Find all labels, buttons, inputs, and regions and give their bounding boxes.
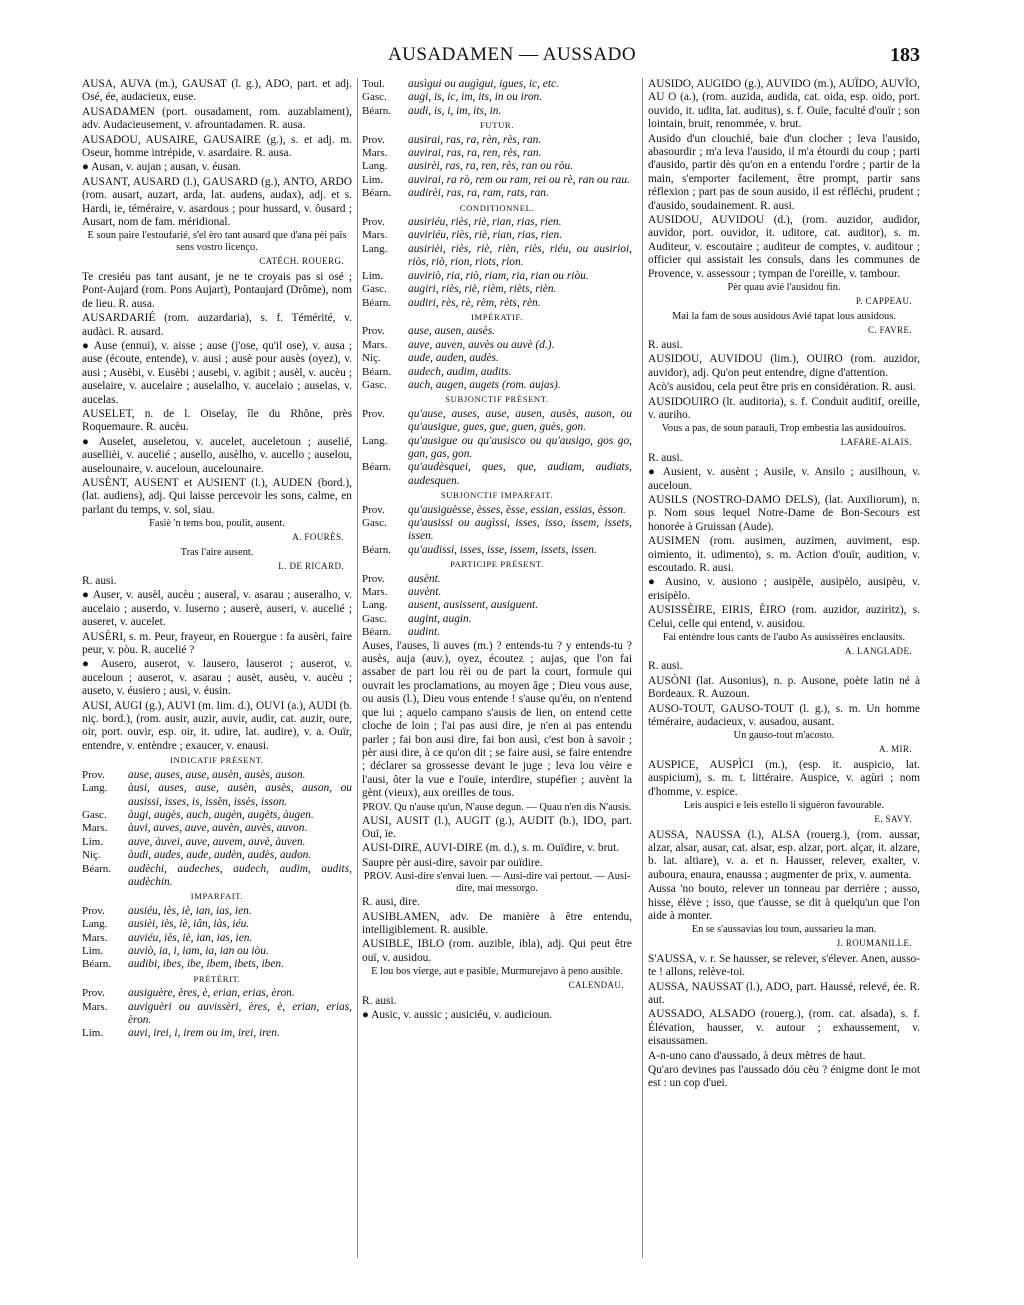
verb-forms: àuvi, auves, auve, auvèn, auvès, auvon. <box>128 822 308 835</box>
verb-forms: ausent, ausissent, ausiguent. <box>408 599 539 612</box>
entry-text: AUSIMEN (rom. ausimen, auzimen, auviment, esp. oimiento, it. udimento), s. m. Action d'ouïr, audition, v. escoutado. R. ausi. <box>648 535 920 574</box>
conjugation-row <box>362 229 632 242</box>
verb-forms: ausiéu, iès, iè, ian, ias, ien. <box>128 904 252 917</box>
quotation: PROV. Qu n'ause qu'un, N'ause degun. — Quau n'en dis N'ausis. <box>362 801 632 813</box>
dialect-label: Béarn. <box>362 626 392 639</box>
quotation: Vous a pas, de soun parauli, Trop embestia las ausidouiros. <box>661 423 907 435</box>
entry-text: ● Ausic, v. aussic ; ausiciéu, v. audicioun. <box>362 1009 553 1021</box>
entry-text: Ausido d'un clouchié, baie d'un clocher ; leva l'ausido, abasourdir ; m'a leva l'ausido, il m'a étourdi du coup ; parti d'ausido, partir dès qu'on en a entendu l'ordre ; partir de la main, s'emporter facilement, être prompt, partir sans réflexion ; part pas de soun ausido, il est réfléchi, prudent ; d'ausido, soudainement. R. ausi. <box>648 132 920 212</box>
quotation: Mai la fam de sous ausidous Avié tapat lous ausidous. <box>672 310 896 322</box>
dialect-label: Béarn. <box>362 104 392 117</box>
entry-text: Qu'aro devines pas l'aussado dóu cèu ? énigme dont le mot est : un cop d'uei. <box>648 1064 920 1090</box>
verb-forms: ause, auses, ause, ausèn, ausès, auson. <box>128 768 306 781</box>
conjugation-row <box>82 905 352 918</box>
dialect-label: Lim. <box>362 269 384 282</box>
conjugation-row <box>82 809 352 822</box>
column-left <box>82 78 352 1041</box>
conjugation-row <box>82 1001 352 1028</box>
conjugation-row <box>362 283 632 296</box>
verb-forms: qu'ausissi ou augìssi, isses, isso, issem, issets, issen. <box>408 517 632 543</box>
verb-forms: augint, augin. <box>408 612 472 625</box>
conjugation-row <box>362 187 632 200</box>
entry-text: R. ausi. <box>362 994 397 1007</box>
entry-text: AUSADOU, AUSAIRE, GAUSAIRE (g.), s. et adj. m. Oseur, homme intrépide, v. asardaire. R. ausa. <box>82 133 352 160</box>
conjugation-row <box>362 147 632 160</box>
dialect-label: Béarn. <box>82 958 112 971</box>
dialect-label: Lim. <box>362 173 384 186</box>
tense-heading: FUTUR. <box>480 120 514 131</box>
entry-text: AUSIDOUIRO (lt. auditoria), s. f. Conduit auditif, oreille, v. auriho. <box>648 395 920 421</box>
verb-forms: àugi, augès, auch, augèn, augèts, àugen. <box>128 808 314 821</box>
dialect-label: Prov. <box>82 904 105 917</box>
citation-source: J. ROUMANILLE. <box>836 938 912 949</box>
column-right <box>648 78 920 1092</box>
dialect-label: Mars. <box>362 338 388 351</box>
dialect-label: Niç. <box>362 352 381 365</box>
conjugation-row <box>362 297 632 310</box>
running-head: AUSADAMEN — AUSSADO <box>387 44 637 65</box>
conjugation-row <box>362 517 632 544</box>
quotation: Fai entèndre lous cants de l'aubo As ausissèires enclausits. <box>662 632 906 644</box>
entry-text: AUSIDOU, AUVIDOU (d.), (rom. auzidor, audidor, auvidor, port. ouvidor, it. uditore, cat. auditor), s. m. Auditeur, v. escoutaire ; auditeur de comptes, v. auditour ; officier qui assistait les consuls, dans les communes de Provence, v. assessour ; tympan de l'oreille, v. tambour. <box>648 214 920 280</box>
conjugation-row <box>362 504 632 517</box>
dialect-label: Lang. <box>362 599 388 612</box>
conjugation-row <box>82 918 352 931</box>
citation-source: P. CAPPEAU. <box>855 296 912 307</box>
conjugation-row <box>362 91 632 104</box>
dialect-label: Béarn. <box>362 365 392 378</box>
citation-source: C. FAVRE. <box>867 324 912 335</box>
entry-text: ● Ause (ennui), v. aisse ; ause (j'ose, qu'il ose), v. ausa ; ause (écoute, entende), v. ausi ; ausè pour ausès (oyez), v. ausi ; Ausèbi, v. Eusèbi ; ausebi, v. agibit ; ausèl, v. aucèu ; auselaire, v. aucelaire ; auselalho, v. aucelaio ; auselas, v. aucelas. <box>82 339 352 406</box>
entry-text: AUSIBLAMEN, adv. De manière à être entendu, intelligiblement. R. ausible. <box>362 910 632 936</box>
verb-forms: qu'audèsquei, ques, que, audiam, audiats, audesquen. <box>408 461 632 487</box>
dialect-label: Mars. <box>362 586 388 599</box>
tense-heading: IMPARFAIT. <box>190 891 244 902</box>
tense-heading: PRÉTÉRIT. <box>193 973 241 984</box>
conjugation-row <box>362 243 632 270</box>
conjugation-row <box>82 849 352 862</box>
entry-text: AUSÈRI, s. m. Peur, frayeur, en Rouergue : fa ausèri, faire peur, v. pòu. R. aucelié ? <box>82 630 352 657</box>
conjugation-row <box>82 932 352 945</box>
citation-source: E. SAVY. <box>874 814 912 825</box>
entry-text: AUSANT, AUSARD (l.), GAUSARD (g.), ANTO, ARDO (rom. ausart, auzart, arda, lat. audens, audax), adj. et s. Hardi, ie, téméraire, v. asardous ; pour hussard, v. ôusard ; Ausart, nom de fam. méridional. <box>82 175 352 229</box>
entry-text: ● Ausino, v. ausiono ; ausipèle, ausipèlo, ausipèu, v. erisipèlo. <box>648 576 920 602</box>
conjugation-row <box>362 613 632 626</box>
dialect-label: Prov. <box>82 987 105 1000</box>
dialect-label: Gasc. <box>362 283 387 296</box>
verb-forms: auviò, ia, i, iam, ia, ian ou iòu. <box>128 944 269 957</box>
entry-text: S'AUSSA, v. r. Se hausser, se relever, s'élever. Anen, ausso-te ! allons, relève-toi. <box>648 952 920 979</box>
dialect-label: Mars. <box>362 147 388 160</box>
entry-text: R. ausi, dire. <box>362 896 420 909</box>
conjugation-row <box>362 379 632 392</box>
citation-source: A. MIR. <box>878 744 912 755</box>
entry-text: ● Ausero, auserot, v. lausero, lauserot ; auserot, v. auceloun ; auserot, v. asarau ; ausèt, ausèu, v. aucèu ; auseto, v. éusiero ; ausi, v. éusin. <box>82 658 352 698</box>
verb-forms: audech, audim, audits. <box>408 365 512 378</box>
dialect-label: Lim. <box>82 835 104 848</box>
citation-source: CALENDAU. <box>568 980 624 991</box>
entry-text: ● Ausan, v. aujan ; ausan, v. éusan. <box>82 161 242 174</box>
verb-forms: auvirai, ras, ra, ren, rès, ran. <box>408 147 542 160</box>
verb-forms: ausirai, ras, ra, rèn, rès, ran. <box>408 133 542 146</box>
verb-forms: qu'ause, auses, ause, ausen, ausès, auson, ou qu'ausigue, gues, gue, guen, guès, gon. <box>408 407 632 434</box>
conjugation-row <box>362 160 632 173</box>
quotation: Fasiè 'n tems bou, poulit, ausent. <box>149 518 285 530</box>
dialect-label: Lim. <box>82 1027 104 1040</box>
entry-text: AUSIBLE, IBLO (rom. auzible, ibla), adj. Qui peut être ouï, v. ausidou. <box>362 938 632 964</box>
verb-forms: auviéu, iès, iè, ian, ias, ien. <box>128 931 253 944</box>
conjugation-row <box>82 987 352 1000</box>
entry-text: R. ausi. <box>648 338 683 351</box>
conjugation-row <box>82 836 352 849</box>
quotation: Tras l'aire ausent. <box>180 546 254 558</box>
verb-forms: auviguèri ou auvissèri, ères, è, erian, erias, èron. <box>128 1000 352 1026</box>
verb-forms: audèchi, audeches, audech, audim, audits, audèchin. <box>128 862 352 888</box>
conjugation-row <box>362 325 632 338</box>
entry-text: AUSIDOU, AUVIDOU (lim.), OUIRO (rom. auzidor, auvidor), adj. Qu'on peut entendre, digne d'attention. <box>648 353 920 379</box>
entry-text: ● Auselet, auseletou, v. aucelet, auceletoun ; auselié, ausellièi, v. aucelié ; ausello, ausèlho, v. aucello ; auselou, auselounaire, v. auceloun, aucelounaire. <box>82 435 352 475</box>
page-number: 183 <box>890 44 920 66</box>
citation-source: A. LANGLADE. <box>844 646 912 657</box>
entry-text: AUSO-TOUT, GAUSO-TOUT (l. g.), s. m. Un homme téméraire, audacieux, v. ausadou, ausant. <box>648 702 920 729</box>
verb-forms: àudi, audes, aude, audèn, audès, audon. <box>128 849 312 862</box>
entry-text: AUSSADO, ALSADO (rouerg.), (rom. cat. alsada), s. f. Élévation, hausser, v. autour ; exhaussement, v. eisaussamen. <box>648 1008 920 1048</box>
entry-text: A-n-uno cano d'aussado, à deux mètres de haut. <box>648 1049 866 1062</box>
citation-source: A. FOURÈS. <box>292 532 344 543</box>
verb-forms: ausièi, iès, iè, iân, iàs, iéu. <box>128 918 250 931</box>
conjugation-row <box>362 366 632 379</box>
conjugation-row <box>362 105 632 118</box>
entry-text: R. ausi. <box>648 451 683 464</box>
entry-text: R. ausi. <box>648 660 683 673</box>
dialect-label: Gasc. <box>362 91 387 104</box>
verb-forms: auve, àuvei, auve, auvem, auvè, àuven. <box>128 835 306 848</box>
entry-text: AUSSA, NAUSSAT (l.), ADO, part. Haussé, relevé, ée. R. aut. <box>648 980 920 1006</box>
column-middle <box>362 78 632 1023</box>
conjugation-row <box>82 822 352 835</box>
quotation: PROV. Ausi-dire s'envai luen. — Ausi-dire vai pertout. — Ausi-dire, mai messorgo. <box>363 871 631 895</box>
entry-text: AUSPICE, AUSPÌCI (m.), (esp. it. auspicio, lat. auspicium), s. m. t. littéraire. Auspice, v. agùri ; nom d'homme, v. espice. <box>648 758 920 798</box>
dialect-label: Lang. <box>362 242 388 255</box>
dialect-label: Mars. <box>82 822 108 835</box>
verb-forms: qu'ausiguèsse, èsses, èsse, essian, essias, èsson. <box>408 503 626 516</box>
tense-heading: IMPÉRATIF. <box>471 311 523 322</box>
entry-text: AUSSA, NAUSSA (l.), ALSA (rouerg.), (rom. aussar, alzar, alsar, ausar, cat. alsar, esp. alzar, port. alçar, it. alzare, b. lat. altiare), v. a. et n. Hausser, relever, exalter, v. auboura, enaura, enaussa ; augmenter de prix, v. aumenta. <box>648 828 920 881</box>
entry-text: ● Auser, v. ausèl, aucèu ; auseral, v. asarau ; auseralho, v. aucelaio ; auserdo, v. luserno ; auserè, auseri, v. aucelié ; auseret, v. aucelet. <box>82 589 352 629</box>
conjugation-row <box>362 544 632 557</box>
quotation: Pèr quau avié l'ausidou fin. <box>727 282 841 294</box>
verb-forms: ausirèi, ras, ra, ren, rès, ran ou ròu. <box>408 160 574 173</box>
tense-heading: CONDITIONNEL. <box>459 202 535 213</box>
entry-text: AUSISSÈIRE, EIRIS, ÈIRO (rom. auzidor, auziritz), s. Celui, celle qui entend, v. ausidou. <box>648 604 920 630</box>
conjugation-row <box>82 1027 352 1040</box>
entry-text: AUSELET, n. de l. Oiselay, île du Rhône, près Roquemaure. R. aucèu. <box>82 407 352 434</box>
conjugation-row <box>362 461 632 488</box>
dialect-label: Prov. <box>82 768 105 781</box>
dialect-label: Niç. <box>82 849 101 862</box>
citation-source: CATÉCH. ROUERG. <box>259 256 344 267</box>
tense-heading: INDICATIF PRÉSENT. <box>170 755 264 766</box>
conjugation-row <box>82 863 352 890</box>
dialect-label: Béarn. <box>362 543 392 556</box>
entry-text: AUSIDO, AUGIDO (g.), AUVIDO (m.), AUÏDO, AUVÏO, AU O (a.), (rom. auzida, audida, cat. oida, esp. oido, port. ouvido, it. udita, lat. auditus), s. f. Ouïe, faculté d'ouïr ; son lointain, bruit, renommée, v. brut. <box>648 78 920 131</box>
citation-source: L. DE RICARD. <box>278 560 344 571</box>
entry-text: AUSA, AUVA (m.), GAUSAT (l. g.), ADO, part. et adj. Osé, ée, audacieux, euse. <box>82 78 352 104</box>
dialect-label: Gasc. <box>82 808 107 821</box>
entry-text: Auses, l'auses, li auves (m.) ? entends-tu ? y entends-tu ? ausès, auja (auv.), oyez, écoutez ; aujas, que l'on fai assaber de part lou rèi ou de part la court, formule qui ouvrait les proclamations, au moyen âge ; Dieu vous ause, ou ausis (l.), Dieu vous entende ! s'ause qu'éu, on n'entend que lui ; aquelo campano s'ausis de lien, on entend cette cloche de loin ; l'ai pas ausi dire, je n'en ai pas entendu parler ; fai bon ausi dire, fai bon ausì, c'est bon à savoir ; pèr ausi dire, à ce qu'on dit ; se faire ausi, se faire entendre ; déclarer sa grossesse devant le juge ; leva lou vèire e l'ausi, ôter la vue e l'ouïe, interdire, stupéfier ; auvènt la gènt (vieux), aux oreilles de tous. <box>362 639 632 800</box>
verb-forms: ausirièi, riès, riè, rièn, riès, riéu, ou ausirioi, riòs, riò, rion, riots, rion. <box>408 242 632 269</box>
verb-forms: audi, is, i, im, its, in. <box>408 104 502 117</box>
entry-text: AUSI, AUSIT (l.), AUGIT (g.), AUDIT (b.), IDO, part. Ouï, ïe. <box>362 814 632 840</box>
dialect-label: Lim. <box>82 944 104 957</box>
dialect-label: Gasc. <box>362 612 387 625</box>
column-divider <box>642 78 643 1258</box>
verb-forms: àusi, auses, ause, ausèn, ausès, auson, ou ausissi, isses, is, issèn, issès, isson. <box>128 782 352 808</box>
verb-forms: audirèi, ras, ra, ram, rats, ran. <box>408 187 549 200</box>
conjugation-row <box>362 174 632 187</box>
quotation: Un gauso-tout m'acosto. <box>733 730 835 742</box>
entry-text: Aussa 'no bouto, relever un tonneau par derrière ; ausso, hisse, élève ; isso, que t'ausse, se dit à quelqu'un que l'on aide à monter. <box>648 883 920 922</box>
verb-forms: augiri, riès, riè, rièm, rièts, rièn. <box>408 283 557 296</box>
dialect-label: Mars. <box>82 931 108 944</box>
dialect-label: Lang. <box>362 160 388 173</box>
conjugation-row <box>362 339 632 352</box>
verb-forms: ausènt. <box>408 572 441 585</box>
entry-text: Saupre pèr ausi-dire, savoir par ouïdire. <box>362 856 543 869</box>
verb-forms: qu'audissi, isses, isse, issem, issets, issen. <box>408 543 597 556</box>
verb-forms: auve, auven, auvès ou auvè (d.). <box>408 338 555 351</box>
conjugation-row <box>82 769 352 782</box>
conjugation-row <box>82 958 352 971</box>
dialect-label: Béarn. <box>362 187 392 200</box>
verb-forms: auviriéu, riès, riè, rian, rias, rien. <box>408 229 563 242</box>
entry-text: AUSILS (NOSTRO-DAMO DELS), (lat. Auxiliorum), n. p. Nom sous lequel Notre-Dame de Bon-Secours est honorée à Gruissan (Aude). <box>648 493 920 533</box>
quotation: E soun paire l'estoufarié, s'el èro tant ausard que d'ana pèi païs sens vostro licenço. <box>87 230 347 254</box>
entry-text: R. ausi. <box>82 575 117 587</box>
verb-forms: augi, is, ic, im, its, in ou iron. <box>408 91 543 104</box>
citation-source: LAFARE-ALAIS. <box>840 437 912 448</box>
conjugation-row <box>362 134 632 147</box>
dialect-label: Béarn. <box>362 296 392 309</box>
dialect-label: Lang. <box>82 782 108 795</box>
verb-forms: ause, ausen, ausès. <box>408 325 496 338</box>
verb-forms: audibi, ibes, ibe, ibem, ibets, iben. <box>128 958 284 971</box>
dialect-label: Prov. <box>362 133 385 146</box>
verb-forms: aude, auden, audès. <box>408 352 499 365</box>
verb-forms: qu'ausigue ou qu'ausisco ou qu'ausigo, gos go, gan, gas, gon. <box>408 434 632 460</box>
tense-heading: SUBJONCTIF IMPARFAIT. <box>440 490 554 501</box>
conjugation-row <box>362 599 632 612</box>
conjugation-row <box>362 352 632 365</box>
quotation: En se s'aussavias lou toun, aussarieu la man. <box>691 924 877 936</box>
tense-heading: SUBJONCTIF PRÉSENT. <box>445 394 549 405</box>
dialect-label: Toul. <box>362 78 385 90</box>
verb-forms: ausiriéu, riès, riè, rian, rias, rien. <box>408 216 562 229</box>
dialect-label: Prov. <box>362 325 385 338</box>
dialect-label: Lang. <box>362 434 388 447</box>
dialect-label: Mars. <box>362 229 388 242</box>
verb-forms: auvènt. <box>408 586 442 599</box>
conjugation-row <box>82 782 352 809</box>
conjugation-row <box>362 78 632 91</box>
quotation: E lou bos vierge, aut e pasible, Murmurejavo à peno ausible. <box>371 966 623 978</box>
verb-forms: auviriò, ria, riò, riam, ria, rian ou riòu. <box>408 269 589 282</box>
dialect-label: Prov. <box>362 572 385 585</box>
verb-forms: audint. <box>408 626 440 639</box>
conjugation-row <box>362 435 632 462</box>
conjugation-row <box>362 216 632 229</box>
verb-forms: ausiguère, ères, è, erian, erias, èron. <box>128 987 295 1000</box>
conjugation-row <box>362 573 632 586</box>
entry-text: AUSADAMEN (port. ousadament, rom. auzablament), adv. Audacieusement, v. afrountadamen. R. ausa. <box>82 105 352 132</box>
conjugation-row <box>362 270 632 283</box>
entry-text: AUSÒNI (lat. Ausonius), n. p. Ausone, poète latin né à Bordeaux. R. Auzoun. <box>648 674 920 701</box>
dialect-label: Prov. <box>362 407 385 420</box>
verb-forms: auvirai, ra rò, rem ou ram, rei ou rè, ran ou rau. <box>408 173 630 186</box>
entry-text: AUSI, AUGI (g.), AUVI (m. lim. d.), OUVI (a.), AUDI (b. niç. bord.), (rom. ausir, auzir, auvir, audir, cat. auzir, oure, oir, port. ouvir, esp. oir, it. udire, lat. audire), v. a. Ouïr, entendre, v. entèndre ; exaucer, v. enausi. <box>82 699 352 752</box>
column-divider <box>357 78 358 1258</box>
verb-forms: ausìgui ou augìgui, igues, ic, etc. <box>408 78 559 90</box>
conjugation-row <box>362 626 632 639</box>
dialect-label: Béarn. <box>362 461 392 474</box>
verb-forms: audiri, rès, rè, rèm, rèts, rèn. <box>408 296 541 309</box>
dialect-label: Béarn. <box>82 862 112 875</box>
conjugation-row <box>362 586 632 599</box>
dialect-label: Prov. <box>362 503 385 516</box>
tense-heading: PARTICIPE PRÉSENT. <box>450 559 544 570</box>
dialect-label: Lang. <box>82 918 108 931</box>
quotation: Leis auspici e leis estello li siguèron favourable. <box>683 800 885 812</box>
entry-text: Acò's ausidou, cela peut être pris en considération. R. ausi. <box>648 381 917 394</box>
entry-text: Te cresiéu pas tant ausant, je ne te croyais pas si osé ; Pont-Aujard (rom. Pons Aujart), Pontaujard (Drôme), nom de lieu. R. ausa. <box>82 270 352 310</box>
entry-text: AUSI-DIRE, AUVI-DIRE (m. d.), s. m. Ouïdire, v. brut. <box>362 842 620 855</box>
conjugation-row <box>82 945 352 958</box>
entry-text: AUSÈNT, AUSENT et AUSIENT (l.), AUDEN (bord.), (lat. audiens), adj. Qui laisse percevoir les sons, calme, en parlant du temps, v. sol, siau. <box>82 476 352 516</box>
entry-text: ● Ausient, v. ausènt ; Ausile, v. Ansilo ; ausilhoun, v. auceloun. <box>648 466 920 492</box>
dialect-label: Gasc. <box>362 517 387 529</box>
dialect-label: Prov. <box>362 216 385 229</box>
verb-forms: auch, augen, augets (rom. aujas). <box>408 378 561 391</box>
dialect-label: Mars. <box>82 1000 108 1013</box>
verb-forms: auvi, irei, i, irem ou im, irei, iren. <box>128 1027 280 1040</box>
conjugation-row <box>362 408 632 435</box>
entry-text: AUSARDARIÉ (rom. auzardaria), s. f. Témérité, v. audàci. R. ausard. <box>82 312 352 338</box>
dialect-label: Gasc. <box>362 378 387 391</box>
